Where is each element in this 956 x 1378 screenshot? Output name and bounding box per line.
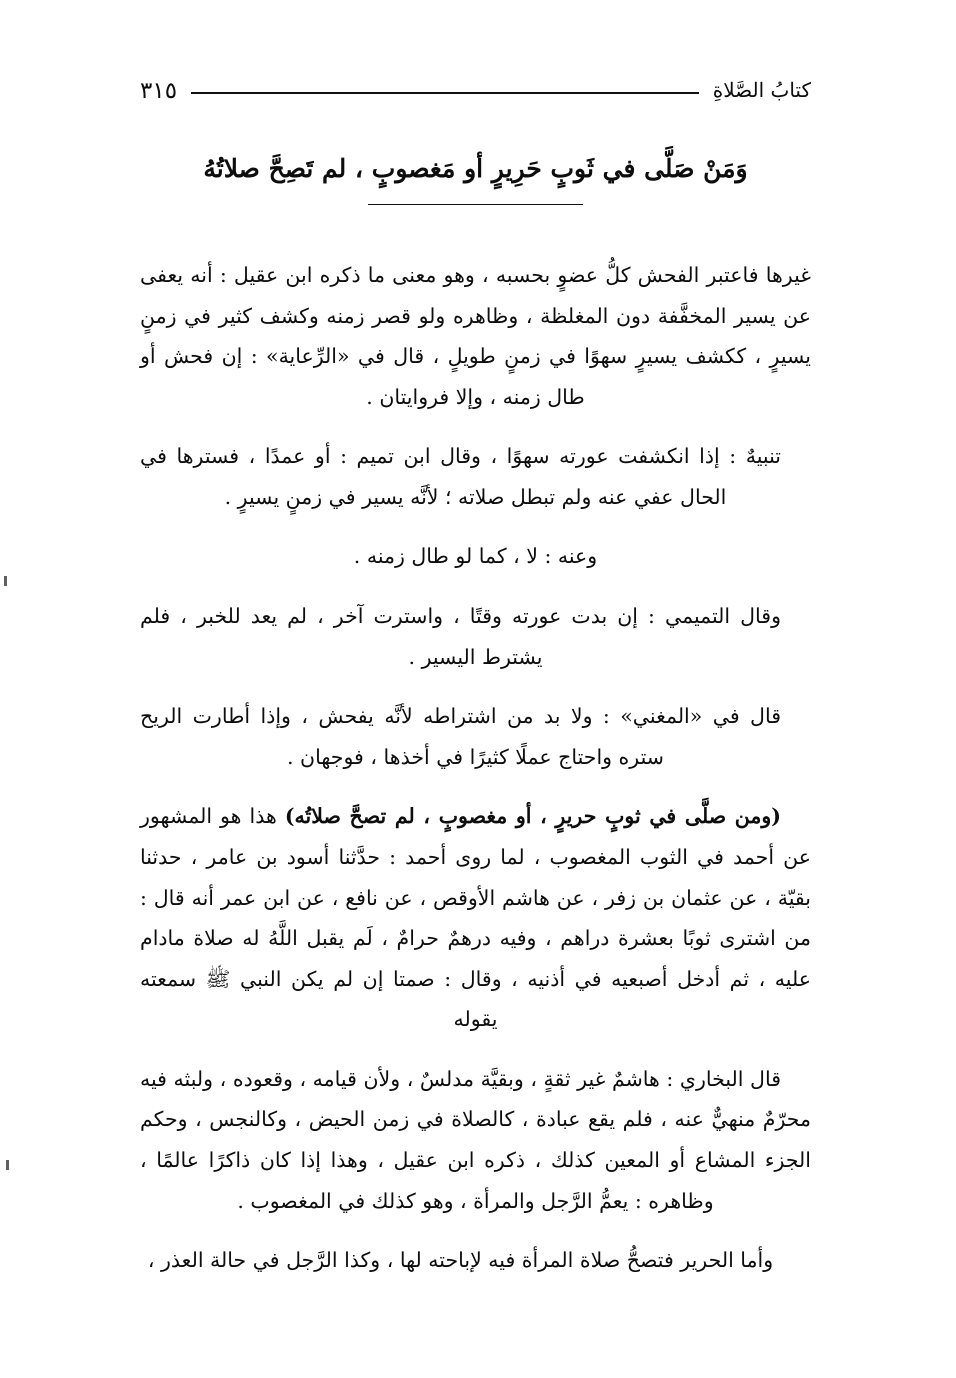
header-divider bbox=[191, 92, 699, 94]
page-number: ٣١٥ bbox=[140, 77, 178, 104]
paragraph-matn bbox=[140, 796, 811, 1039]
section-title-block bbox=[140, 150, 811, 205]
paragraph-continuation: هذا هو المشهور عن أحمد في الثوب المغصوب ، لما روى أحمد : حدَّثنا أسود بن عامر ، حدثنا بقيّة ، عن عثمان بن زفر ، عن هاشم الأوقص ، عن نافع ، عن ابن عمر أنه قال : من اشترى ثوبًا بعشرة دراهم ، وفيه درهمٌ حرامٌ ، لَم يقبل اللَّهُ له صلاة مادام عليه ، ثم أدخل أصبعيه في أذنيه ، وقال : صمتا إن لم يكن النبي ﷺ سمعته يقوله bbox=[140, 804, 811, 1032]
body-text bbox=[140, 255, 811, 1281]
page-header bbox=[140, 72, 811, 112]
paragraph: تنبيهٌ : إذا انكشفت عورته سهوًا ، وقال ابن تميم : أو عمدًا ، فسترها في الحال عفي عنه ولم تبطل صلاته ؛ لأنَّه يسير في زمنٍ يسيرٍ . bbox=[140, 444, 781, 509]
book-title: كتابُ الصَّلاةِ bbox=[712, 78, 811, 102]
paragraph: قال البخاري : هاشمٌ غير ثقةٍ ، وبقيَّة مدلسٌ ، ولأن قيامه ، وقعوده ، ولبثه فيه محرّمٌ منهيٌّ عنه ، فلم يقع عبادة ، كالصلاة في زمن الحيض ، وكالنجس ، وحكم الجزء المشاع أو المعين كذلك ، ذكره ابن عقيل ، وهذا إذا كان ذاكرًا عالمًا ، وظاهره : يعمُّ الرَّجل والمرأة ، وهو كذلك في المغصوب . bbox=[140, 1066, 811, 1213]
paragraph: قال في «المغني» : ولا بد من اشتراطه لأنَّه يفحش ، وإذا أطارت الريح ستره واحتاج عملًا كثيرًا في أخذها ، فوجهان . bbox=[140, 704, 781, 769]
scan-artifact-mark bbox=[6, 1160, 9, 1170]
matn-quote: (ومن صلَّى في ثوبٍ حريرٍ ، أو مغصوبٍ ، لم تصحَّ صلاتُه) bbox=[284, 804, 781, 829]
title-divider bbox=[368, 204, 583, 205]
paragraph: وأما الحرير فتصحُّ صلاة المرأة فيه لإباحته لها ، وكذا الرَّجل في حالة العذر ، bbox=[147, 1248, 774, 1273]
scan-artifact-mark bbox=[4, 576, 7, 586]
paragraph: وقال التميمي : إن بدت عورته وقتًا ، واسترت آخر ، لم يعد للخبر ، فلم يشترط اليسير . bbox=[140, 604, 781, 669]
page-title: وَمَنْ صَلَّى في ثَوبٍ حَرِيرٍ أو مَغصوبٍ ، لم تَصِحَّ صلاتُهُ bbox=[203, 154, 748, 183]
paragraph: غيرها فاعتبر الفحش كلُّ عضوٍ بحسبه ، وهو معنى ما ذكره ابن عقيل : أنه يعفى عن يسير المخفَّفة دون المغلظة ، وظاهره ولو قصر زمنه وكشف كثير في زمنٍ يسيرٍ ، ككشف يسيرٍ سهوًا في زمنٍ طويلٍ ، قال في «الرِّعاية» : إن فحش أو طال زمنه ، وإلا فروايتان . bbox=[140, 263, 811, 409]
paragraph: وعنه : لا ، كما لو طال زمنه . bbox=[353, 544, 598, 569]
